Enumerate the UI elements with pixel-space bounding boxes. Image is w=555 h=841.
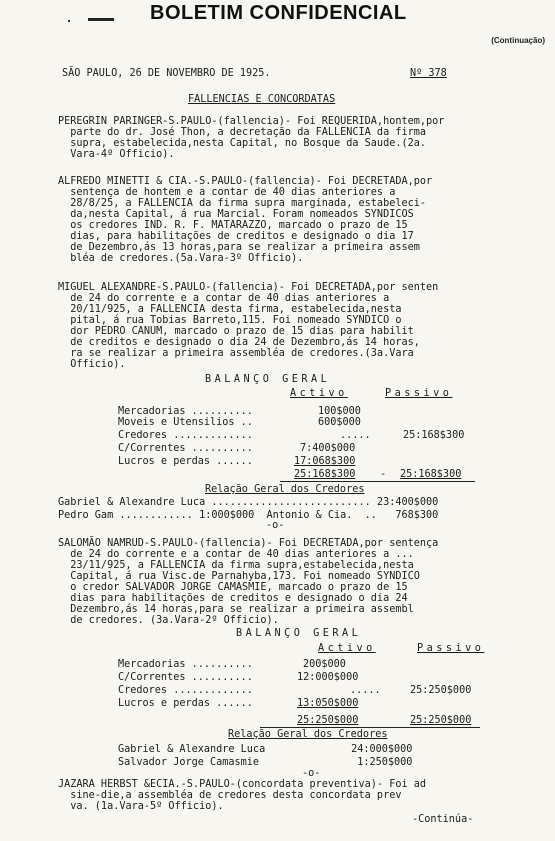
balance-label: Lucros e perdas ...... xyxy=(118,456,253,467)
entry-line: de 24 do corrente e a contar de 40 dias anteriores a xyxy=(58,293,390,304)
balance-title: BALANÇO GERAL xyxy=(236,628,362,639)
balance-activo: 12:000$000 xyxy=(297,672,359,683)
separator: -o- xyxy=(302,768,321,779)
activo-header: Activo xyxy=(290,388,348,399)
entry-line: sentença de hontem e a contar de 40 dias anteriores a xyxy=(58,187,396,198)
dateline-date: SÃO PAULO, 26 DE NOVEMBRO DE 1925. xyxy=(62,68,271,79)
entry-line: bléa de credores.(5a.Vara-3º Officio). xyxy=(58,253,304,264)
balance-label: C/Correntes .......... xyxy=(118,672,253,683)
creditor-line: Pedro Gam ............ 1:000$000 Antonio & Cia. .. 768$300 xyxy=(58,510,439,521)
balance-activo: 200$000 xyxy=(303,659,346,670)
total-rule xyxy=(260,727,480,728)
entry-line: de 24 do corrente e a contar de 40 dias anteriores a ... xyxy=(58,549,414,560)
entry-line: dor PEDRO CANUM, marcado o prazo de 15 dias para habilit xyxy=(58,326,414,337)
entry-line: SALOMÃO NAMRUD-S.PAULO-(fallencia)- Foi DECRETADA,por sentença xyxy=(58,538,439,549)
balance-activo: ..... xyxy=(340,430,371,441)
balance-title: BALANÇO GERAL xyxy=(205,374,331,385)
creditor-line: Salvador Jorge Camasmie 1:250$000 xyxy=(118,757,413,768)
scan-speck xyxy=(68,20,70,22)
bulletin-number: Nº 378 xyxy=(410,68,447,79)
balance-activo: 7:400$000 xyxy=(300,443,356,454)
entry-line: Dezembro,ás 14 horas,para se realizar a primeira assembl xyxy=(58,604,414,615)
activo-header: Activo xyxy=(318,643,376,654)
entry-line: ALFREDO MINETTI & CIA.-S.PAULO-(fallencia)- Foi DECRETADA,por xyxy=(58,176,433,187)
creditors-title: Relação Geral dos Credores xyxy=(228,729,388,740)
entry-line: 20/11/925, a FALLENCIA desta firma, estabelecida,nesta xyxy=(58,304,402,315)
balance-label: C/Correntes .......... xyxy=(118,443,253,454)
creditor-line: Gabriel & Alexandre Luca .......................... 23:400$000 xyxy=(58,497,439,508)
entry-line: sine-die,a assembléa de credores desta concordata prev xyxy=(58,790,402,801)
entry-line: dias, para habilitações de creditos e designado o dia 17 xyxy=(58,231,414,242)
entry-line: va. (1a.Vara-5º Officio). xyxy=(58,801,224,812)
bulletin-title: BOLETIM CONFIDENCIAL xyxy=(150,2,407,24)
entry-line: 23/11/925, a FALLENCIA da firma supra,estabelecida,nesta xyxy=(58,560,414,571)
balance-passivo: 25:250$000 xyxy=(410,685,472,696)
scan-mark xyxy=(88,18,114,21)
entry-line: ra se realizar a primeira assembléa de credores.(3a.Vara xyxy=(58,348,414,359)
entry-line: MIGUEL ALEXANDRE-S.PAULO-(fallencia)- Foi DECRETADA,por senten xyxy=(58,282,439,293)
separator: -o- xyxy=(266,520,285,531)
balance-activo: 600$000 xyxy=(318,417,361,428)
entry-line: da,nesta Capital, á rua Marcial. Foram nomeados SYNDICOS xyxy=(58,209,414,220)
balance-label: Mercadorias .......... xyxy=(118,406,253,417)
entry-line: pital, á rua Tobias Barreto,115. Foi nomeado SYNDICO o xyxy=(58,315,402,326)
entry-line: Officio). xyxy=(58,359,126,370)
balance-label: Credores ............. xyxy=(118,430,253,441)
entry-line: de creditos e designado o dia 24 de Dezembro,ás 14 horas, xyxy=(58,337,420,348)
entry-line: 28/8/25, a FALLENCIA da firma supra marginada, estabeleci- xyxy=(58,198,427,209)
entry-line: Capital, á rua Visc.de Parnahyba,173. Foi nomeado SYNDICO xyxy=(58,571,420,582)
entry-line: de Dezembro,ás 13 horas,para se realizar a primeira assem xyxy=(58,242,420,253)
balance-activo: 17:068$300 xyxy=(294,456,356,467)
balance-passivo: 25:168$300 xyxy=(403,430,465,441)
total-rule xyxy=(280,481,475,482)
total-passivo: 25:168$300 xyxy=(400,469,462,480)
entry-line: Vara-4º Officio). xyxy=(58,149,175,160)
entry-line: de credores. (3a.Vara-2º Officio). xyxy=(58,615,279,626)
passivo-header: Passivo xyxy=(417,643,485,654)
passivo-header: Passivo xyxy=(385,388,453,399)
creditor-line: Gabriel & Alexandre Luca 24:000$000 xyxy=(118,744,413,755)
total-dash: - xyxy=(380,469,387,480)
creditors-title: Relação Geral dos Credores xyxy=(205,484,365,495)
balance-label: Lucros e perdas ...... xyxy=(118,698,253,709)
balance-label: Credores ............. xyxy=(118,685,253,696)
balance-activo: 13:050$000 xyxy=(297,698,359,709)
entry-line: JAZARA HERBST &ECIA.-S.PAULO-(concordata preventiva)- Foi ad xyxy=(58,779,427,790)
entry-line: parte do dr. José Thon, a decretação da FALLENCIA da firma xyxy=(58,127,427,138)
entry-line: supra, estabelecida,nesta Capital, no Bosque da Saude.(2a. xyxy=(58,138,427,149)
balance-activo: ..... xyxy=(350,685,381,696)
balance-activo: 100$000 xyxy=(318,406,361,417)
entry-line: dias para habilitações de creditos e designado o dia 24 xyxy=(58,593,408,604)
balance-label: Mercadorias .......... xyxy=(118,659,253,670)
entry-line: o credor SALVADOR JORGE CAMASMIE, marcado o prazo de 15 xyxy=(58,582,408,593)
continua-label: -Continúa- xyxy=(412,814,474,825)
entry-line: os credores IND. R. F. MATARAZZO, marcado o prazo de 15 xyxy=(58,220,408,231)
section-title: FALLENCIAS E CONCORDATAS xyxy=(188,94,336,105)
total-passivo: 25:250$000 xyxy=(410,715,472,726)
total-activo: 25:250$000 xyxy=(297,715,359,726)
entry-line: PEREGRIN PARINGER-S.PAULO-(fallencia)- Foi REQUERIDA,hontem,por xyxy=(58,116,445,127)
continuation-label: (Continuação) xyxy=(491,36,545,45)
balance-label: Moveis e Utensilios .. xyxy=(118,417,253,428)
total-activo: 25:168$300 xyxy=(294,469,356,480)
